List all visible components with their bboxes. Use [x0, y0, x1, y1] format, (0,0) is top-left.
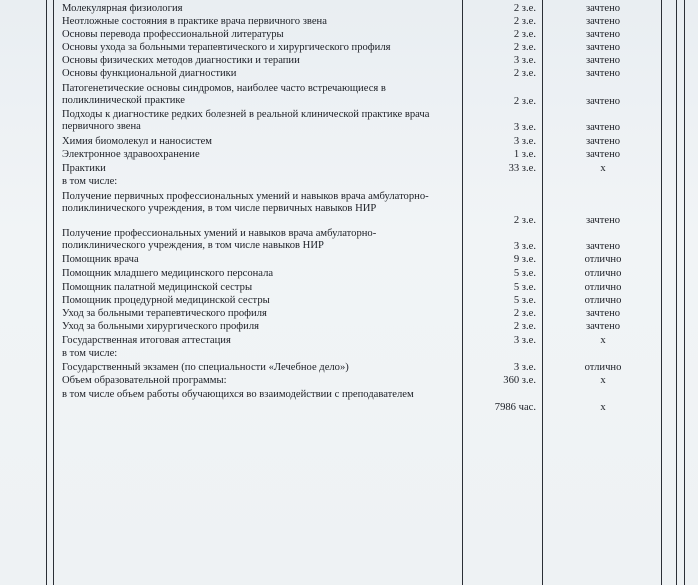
discipline-name: Основы ухода за больными терапевтического и хирургического профиля — [62, 42, 391, 53]
discipline-credits: 3 з.е. — [513, 362, 536, 373]
discipline-grade: зачтено — [585, 241, 621, 252]
discipline-credits: 3 з.е. — [513, 136, 536, 147]
discipline-grade: зачтено — [585, 42, 621, 53]
discipline-name: Молекулярная физиология — [62, 3, 183, 14]
discipline-name: Получение профессиональных умений и навыков врача амбулаторно-поликлинического учреждения, в том числе навыков НИР — [62, 228, 377, 251]
table-rule — [676, 0, 677, 585]
discipline-credits: 7986 час. — [494, 402, 536, 413]
discipline-grade: зачтено — [585, 215, 621, 226]
discipline-name: Помощник процедурной медицинской сестры — [62, 295, 270, 306]
discipline-credits: 2 з.е. — [513, 215, 536, 226]
discipline-grade: зачтено — [585, 96, 621, 107]
discipline-name: Уход за больными терапевтического профиля — [62, 308, 267, 319]
discipline-name: Электронное здравоохранение — [62, 149, 200, 160]
discipline-grade: зачтено — [585, 3, 621, 14]
discipline-name: Объем образовательной программы: — [62, 375, 227, 386]
discipline-name: Неотложные состояния в практике врача первичного звена — [62, 16, 327, 27]
discipline-name: в том числе: — [62, 348, 118, 359]
discipline-credits: 5 з.е. — [513, 295, 536, 306]
discipline-credits: 1 з.е. — [513, 149, 536, 160]
discipline-name: Государственный экзамен (по специальности «Лечебное дело») — [62, 362, 349, 373]
discipline-grade: х — [600, 163, 606, 174]
discipline-name: Практики — [62, 163, 106, 174]
discipline-credits: 9 з.е. — [513, 254, 536, 265]
discipline-grade: х — [600, 402, 606, 413]
table-rule — [462, 0, 463, 585]
discipline-credits: 2 з.е. — [513, 308, 536, 319]
discipline-grade: отлично — [584, 254, 622, 265]
table-rule — [684, 0, 685, 585]
discipline-credits: 3 з.е. — [513, 122, 536, 133]
discipline-name: Помощник младшего медицинского персонала — [62, 268, 274, 279]
discipline-grade: отлично — [584, 295, 622, 306]
discipline-credits: 2 з.е. — [513, 96, 536, 107]
discipline-name: Государственная итоговая аттестация — [62, 335, 231, 346]
discipline-grade: отлично — [584, 282, 622, 293]
discipline-credits: 3 з.е. — [513, 55, 536, 66]
discipline-name: Помощник палатной медицинской сестры — [62, 282, 253, 293]
discipline-credits: 2 з.е. — [513, 321, 536, 332]
discipline-credits: 2 з.е. — [513, 29, 536, 40]
discipline-credits: 2 з.е. — [513, 3, 536, 14]
discipline-credits: 5 з.е. — [513, 268, 536, 279]
table-rule — [661, 0, 662, 585]
discipline-grade: х — [600, 335, 606, 346]
discipline-credits: 2 з.е. — [513, 68, 536, 79]
discipline-grade: зачтено — [585, 308, 621, 319]
discipline-credits: 5 з.е. — [513, 282, 536, 293]
discipline-credits: 3 з.е. — [513, 335, 536, 346]
discipline-name: Помощник врача — [62, 254, 139, 265]
discipline-grade: зачтено — [585, 68, 621, 79]
discipline-grade: отлично — [584, 268, 622, 279]
discipline-name: в том числе объем работы обучающихся во взаимодействии с преподавателем — [62, 389, 414, 400]
discipline-grade: зачтено — [585, 29, 621, 40]
discipline-name: Химия биомолекул и наносистем — [62, 136, 213, 147]
discipline-credits: 360 з.е. — [503, 375, 536, 386]
discipline-grade: зачтено — [585, 136, 621, 147]
table-rule — [46, 0, 47, 585]
discipline-credits: 2 з.е. — [513, 42, 536, 53]
table-rule — [53, 0, 54, 585]
discipline-grade: зачтено — [585, 16, 621, 27]
discipline-grade: х — [600, 375, 606, 386]
discipline-credits: 33 з.е. — [508, 163, 536, 174]
discipline-credits: 3 з.е. — [513, 241, 536, 252]
discipline-grade: зачтено — [585, 122, 621, 133]
discipline-name: Подходы к диагностике редких болезней в реальной клинической практике врача первичного звена — [62, 109, 430, 132]
discipline-name: Основы функциональной диагностики — [62, 68, 237, 79]
discipline-grade: зачтено — [585, 149, 621, 160]
discipline-credits: 2 з.е. — [513, 16, 536, 27]
table-rule — [542, 0, 543, 585]
discipline-name: Основы перевода профессиональной литературы — [62, 29, 284, 40]
discipline-grade: отлично — [584, 362, 622, 373]
discipline-grade: зачтено — [585, 321, 621, 332]
discipline-name: Основы физических методов диагностики и терапии — [62, 55, 300, 66]
discipline-grade: зачтено — [585, 55, 621, 66]
discipline-name: Уход за больными хирургического профиля — [62, 321, 259, 332]
discipline-name: в том числе: — [62, 176, 118, 187]
discipline-name: Патогенетические основы синдромов, наиболее часто встречающиеся в поликлинической практике — [62, 83, 386, 106]
discipline-name: Получение первичных профессиональных умений и навыков врача амбулаторно-поликлинического учреждения, в том числе первичных навыков НИР — [62, 191, 429, 214]
